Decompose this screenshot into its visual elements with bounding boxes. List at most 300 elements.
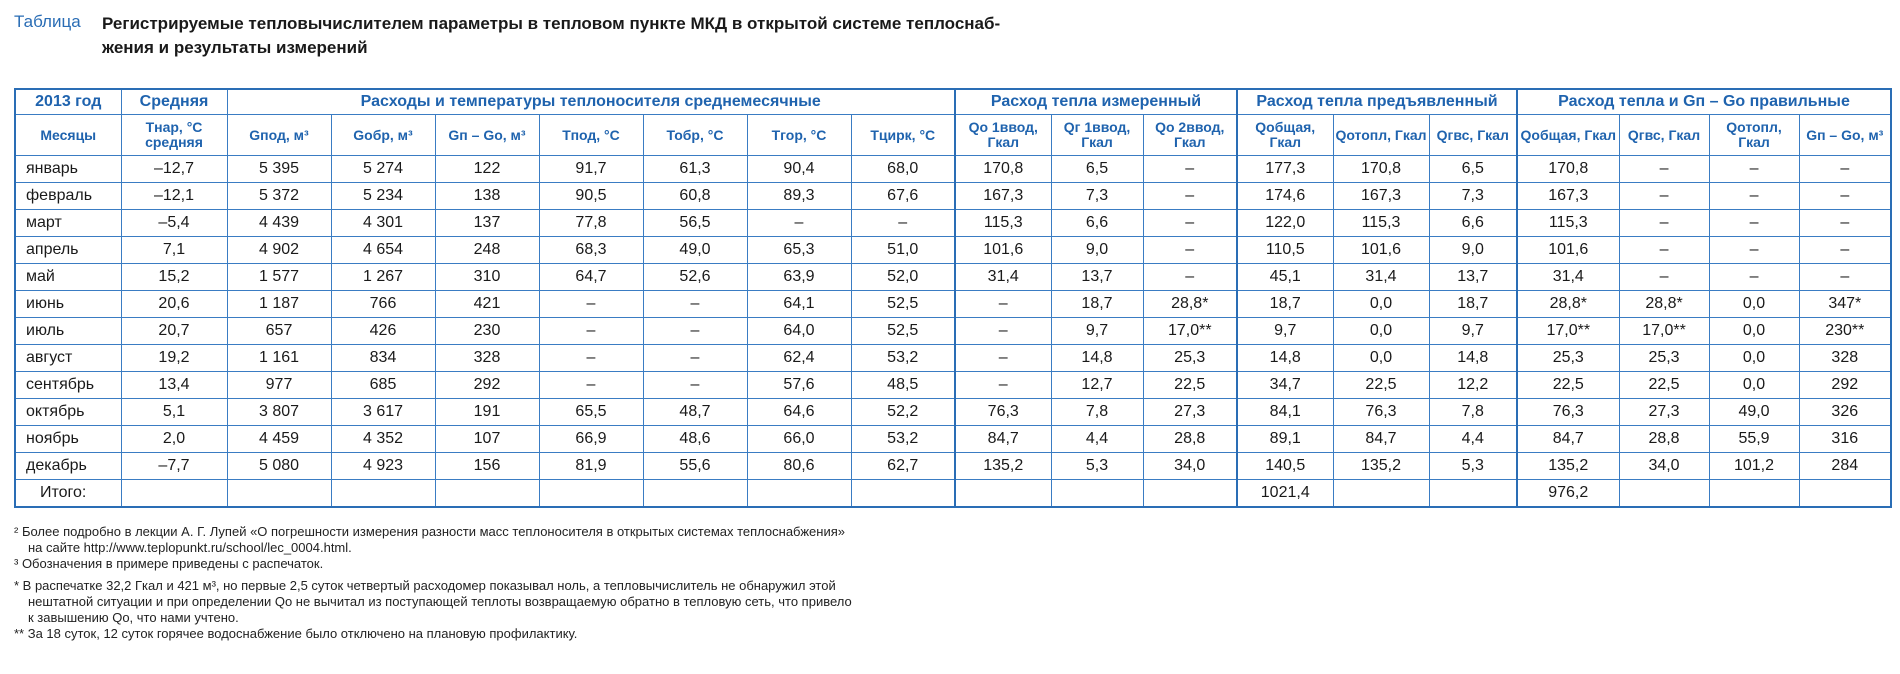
col-qotopl: Qотопл, Гкал [1333, 115, 1429, 156]
col-tnar: Тнар, °С средняя [121, 115, 227, 156]
table-cell: 5 395 [227, 156, 331, 183]
month-cell: январь [15, 156, 121, 183]
table-cell: 19,2 [121, 345, 227, 372]
table-cell: 7,1 [121, 237, 227, 264]
table-cell: 51,0 [851, 237, 955, 264]
table-cell: 52,5 [851, 291, 955, 318]
table-cell: – [747, 210, 851, 237]
table-cell: 4,4 [1051, 426, 1143, 453]
table-cell: 13,7 [1429, 264, 1517, 291]
col-qgvs-correct: Qгвс, Гкал [1619, 115, 1709, 156]
table-cell: 766 [331, 291, 435, 318]
col-tgor: Тгор, °С [747, 115, 851, 156]
correct-total: 976,2 [1517, 480, 1619, 508]
table-cell: 31,4 [1517, 264, 1619, 291]
table-cell: 137 [435, 210, 539, 237]
table-cell: – [643, 345, 747, 372]
col-tcirk: Тцирк, °С [851, 115, 955, 156]
table-cell: 22,5 [1517, 372, 1619, 399]
caption-title-line1: Регистрируемые тепловычислителем параметры в тепловом пункте МКД в открытой системе теплоснаб- [102, 14, 1001, 33]
table-cell: 52,5 [851, 318, 955, 345]
table-cell: 68,3 [539, 237, 643, 264]
col-qotopl-correct: Qотопл, Гкал [1709, 115, 1799, 156]
table-cell: 347* [1799, 291, 1891, 318]
table-cell [331, 480, 435, 508]
table-row [15, 345, 1891, 372]
table-cell: 52,0 [851, 264, 955, 291]
table-cell: – [955, 372, 1051, 399]
col-qg1: Qг 1ввод, Гкал [1051, 115, 1143, 156]
table-cell: 5 274 [331, 156, 435, 183]
table-cell: 14,8 [1237, 345, 1333, 372]
table-cell: 80,6 [747, 453, 851, 480]
table-cell: 13,7 [1051, 264, 1143, 291]
table-cell: – [1619, 237, 1709, 264]
table-cell [1619, 480, 1709, 508]
table-cell: 9,0 [1051, 237, 1143, 264]
table-cell: 977 [227, 372, 331, 399]
table-cell: 28,8* [1517, 291, 1619, 318]
table-cell: 27,3 [1619, 399, 1709, 426]
table-cell [1051, 480, 1143, 508]
table-cell: 174,6 [1237, 183, 1333, 210]
table-cell: – [1709, 237, 1799, 264]
table-cell: 177,3 [1237, 156, 1333, 183]
table-cell: 20,6 [121, 291, 227, 318]
table-cell: – [539, 291, 643, 318]
table-cell: 1 161 [227, 345, 331, 372]
table-cell: – [1143, 237, 1237, 264]
table-cell: – [1799, 210, 1891, 237]
table-cell: 77,8 [539, 210, 643, 237]
table-cell: 135,2 [955, 453, 1051, 480]
col-gobr: Gобр, м³ [331, 115, 435, 156]
table-cell: 53,2 [851, 345, 955, 372]
table-cell: 122 [435, 156, 539, 183]
table-cell: 5 372 [227, 183, 331, 210]
table-cell: 0,0 [1709, 372, 1799, 399]
table-cell: 64,7 [539, 264, 643, 291]
table-cell: 138 [435, 183, 539, 210]
table-cell: 63,9 [747, 264, 851, 291]
table-cell: – [1619, 156, 1709, 183]
table-cell: – [955, 345, 1051, 372]
table-cell: – [1799, 156, 1891, 183]
footnote-2-line1: ² Более подробно в лекции А. Г. Лупей «О погрешности измерения разности масс теплоносителя в открытых системах теплоснабжения» [14, 524, 845, 539]
total-row [15, 480, 1891, 508]
table-body [15, 156, 1891, 508]
table-cell: 156 [435, 453, 539, 480]
table-cell: 64,1 [747, 291, 851, 318]
table-row [15, 264, 1891, 291]
table-cell: – [643, 291, 747, 318]
table-cell: 13,4 [121, 372, 227, 399]
total-label: Итого: [15, 480, 121, 508]
table-cell: – [1709, 264, 1799, 291]
table-cell: 9,7 [1429, 318, 1517, 345]
table-cell: 1 577 [227, 264, 331, 291]
table-cell: 27,3 [1143, 399, 1237, 426]
month-cell: февраль [15, 183, 121, 210]
table-cell: 64,6 [747, 399, 851, 426]
table-cell: 310 [435, 264, 539, 291]
table-cell: 22,5 [1619, 372, 1709, 399]
table-cell: 5,3 [1429, 453, 1517, 480]
table-cell: 101,6 [955, 237, 1051, 264]
table-row [15, 426, 1891, 453]
table-cell: 101,6 [1333, 237, 1429, 264]
table-cell: 1 187 [227, 291, 331, 318]
table-cell: 55,6 [643, 453, 747, 480]
table-cell: 25,3 [1619, 345, 1709, 372]
table-cell: 62,4 [747, 345, 851, 372]
table-cell: 68,0 [851, 156, 955, 183]
table-cell: 55,9 [1709, 426, 1799, 453]
table-cell: – [1709, 156, 1799, 183]
table-cell: – [643, 318, 747, 345]
month-cell: декабрь [15, 453, 121, 480]
table-cell: 230** [1799, 318, 1891, 345]
table-cell: 18,7 [1051, 291, 1143, 318]
table-cell: 90,5 [539, 183, 643, 210]
month-cell: сентябрь [15, 372, 121, 399]
table-cell: 18,7 [1429, 291, 1517, 318]
col-qtotal: Qобщая, Гкал [1237, 115, 1333, 156]
table-cell: 4 459 [227, 426, 331, 453]
table-cell: 25,3 [1143, 345, 1237, 372]
table-cell: 28,8 [1619, 426, 1709, 453]
table-cell: 107 [435, 426, 539, 453]
table-cell: 66,9 [539, 426, 643, 453]
table-cell: 421 [435, 291, 539, 318]
table-cell: 66,0 [747, 426, 851, 453]
table-cell: 89,1 [1237, 426, 1333, 453]
table-cell: 28,8* [1619, 291, 1709, 318]
table-cell: –5,4 [121, 210, 227, 237]
table-cell: – [1619, 183, 1709, 210]
table-cell: 230 [435, 318, 539, 345]
data-table [14, 88, 1892, 508]
table-cell: 81,9 [539, 453, 643, 480]
month-cell: июнь [15, 291, 121, 318]
data-table-wrapper [14, 88, 1886, 508]
month-cell: май [15, 264, 121, 291]
table-cell: 4 439 [227, 210, 331, 237]
table-cell: 110,5 [1237, 237, 1333, 264]
table-cell: 0,0 [1709, 345, 1799, 372]
table-cell: 56,5 [643, 210, 747, 237]
table-row [15, 453, 1891, 480]
table-cell: 5 080 [227, 453, 331, 480]
header-correct: Расход тепла и Gп – Gо правильные [1517, 89, 1891, 115]
footnote-2-line2: на сайте http://www.teplopunkt.ru/school/lec_0004.html. [28, 540, 352, 555]
table-cell: 15,2 [121, 264, 227, 291]
table-cell: 12,2 [1429, 372, 1517, 399]
table-cell: 6,5 [1429, 156, 1517, 183]
table-cell: 4,4 [1429, 426, 1517, 453]
table-row [15, 156, 1891, 183]
table-cell [539, 480, 643, 508]
table-cell: 292 [1799, 372, 1891, 399]
table-cell: 0,0 [1709, 318, 1799, 345]
table-cell: 14,8 [1429, 345, 1517, 372]
table-cell: 28,8* [1143, 291, 1237, 318]
table-cell: – [955, 318, 1051, 345]
table-cell: 20,7 [121, 318, 227, 345]
billed-total: 1021,4 [1237, 480, 1333, 508]
table-cell: 22,5 [1333, 372, 1429, 399]
table-cell: 52,6 [643, 264, 747, 291]
table-cell: – [1143, 264, 1237, 291]
footnote-star-line2: нештатной ситуации и при определении Qо не вычитал из поступающей теплоты возвращаемую обратно в тепловую сеть, что привело [28, 594, 852, 609]
table-cell: 14,8 [1051, 345, 1143, 372]
col-months: Месяцы [15, 115, 121, 156]
table-cell [1709, 480, 1799, 508]
col-qgvs: Qгвс, Гкал [1429, 115, 1517, 156]
table-cell: – [1709, 183, 1799, 210]
table-cell: 65,5 [539, 399, 643, 426]
month-cell: апрель [15, 237, 121, 264]
table-cell [747, 480, 851, 508]
table-cell: 34,0 [1619, 453, 1709, 480]
table-cell: 48,5 [851, 372, 955, 399]
table-cell: – [643, 372, 747, 399]
footnote-star-line3: к завышению Qо, что нами учтено. [28, 610, 239, 625]
table-cell: 31,4 [955, 264, 1051, 291]
header-flows: Расходы и температуры теплоносителя среднемесячные [227, 89, 955, 115]
table-cell: 84,1 [1237, 399, 1333, 426]
month-cell: октябрь [15, 399, 121, 426]
table-cell: 316 [1799, 426, 1891, 453]
table-cell: 57,6 [747, 372, 851, 399]
table-cell: 5,3 [1051, 453, 1143, 480]
table-cell: 6,5 [1051, 156, 1143, 183]
col-qo1: Qо 1ввод, Гкал [955, 115, 1051, 156]
table-cell: 657 [227, 318, 331, 345]
header-billed: Расход тепла предъявленный [1237, 89, 1517, 115]
table-cell: 65,3 [747, 237, 851, 264]
table-cell: 170,8 [1517, 156, 1619, 183]
col-qtotal-correct: Qобщая, Гкал [1517, 115, 1619, 156]
col-gpod: Gпод, м³ [227, 115, 331, 156]
table-cell [643, 480, 747, 508]
table-row [15, 210, 1891, 237]
table-cell: – [1143, 156, 1237, 183]
table-cell: 9,7 [1051, 318, 1143, 345]
table-cell: 0,0 [1709, 291, 1799, 318]
table-row [15, 291, 1891, 318]
table-cell: 191 [435, 399, 539, 426]
table-cell: 84,7 [1517, 426, 1619, 453]
table-cell: 17,0** [1143, 318, 1237, 345]
table-cell: 4 654 [331, 237, 435, 264]
table-cell: 9,7 [1237, 318, 1333, 345]
table-cell: 101,2 [1709, 453, 1799, 480]
table-cell: – [539, 318, 643, 345]
col-qo2: Qо 2ввод, Гкал [1143, 115, 1237, 156]
table-cell: 49,0 [643, 237, 747, 264]
table-cell: 6,6 [1429, 210, 1517, 237]
table-cell: 62,7 [851, 453, 955, 480]
table-cell: 22,5 [1143, 372, 1237, 399]
table-cell: 76,3 [1517, 399, 1619, 426]
table-cell: 9,0 [1429, 237, 1517, 264]
table-cell: 49,0 [1709, 399, 1799, 426]
table-cell: 7,8 [1429, 399, 1517, 426]
table-cell: 167,3 [1333, 183, 1429, 210]
table-cell: 7,8 [1051, 399, 1143, 426]
table-cell: 2,0 [121, 426, 227, 453]
table-cell: – [1709, 210, 1799, 237]
table-cell: 3 617 [331, 399, 435, 426]
table-cell: 76,3 [955, 399, 1051, 426]
table-cell: 7,3 [1051, 183, 1143, 210]
table-cell: 122,0 [1237, 210, 1333, 237]
table-cell: 0,0 [1333, 318, 1429, 345]
caption-title-line2: жения и результаты измерений [102, 38, 368, 57]
table-cell: 89,3 [747, 183, 851, 210]
table-cell: 84,7 [955, 426, 1051, 453]
month-cell: июль [15, 318, 121, 345]
table-cell: 170,8 [1333, 156, 1429, 183]
table-cell: – [539, 372, 643, 399]
table-cell: 4 902 [227, 237, 331, 264]
table-cell: – [1799, 183, 1891, 210]
table-cell: 12,7 [1051, 372, 1143, 399]
table-cell: 60,8 [643, 183, 747, 210]
table-cell: –7,7 [121, 453, 227, 480]
table-cell: 52,2 [851, 399, 955, 426]
table-cell: – [1619, 264, 1709, 291]
table-cell: 61,3 [643, 156, 747, 183]
col-tobr: Тобр, °С [643, 115, 747, 156]
col-tpod: Тпод, °С [539, 115, 643, 156]
table-cell: 5,1 [121, 399, 227, 426]
table-cell: 328 [1799, 345, 1891, 372]
caption-label: Таблица [14, 12, 81, 31]
table-cell: 135,2 [1517, 453, 1619, 480]
table-cell: 170,8 [955, 156, 1051, 183]
col-gpgo: Gп – Gо, м³ [435, 115, 539, 156]
table-cell [435, 480, 539, 508]
month-cell: август [15, 345, 121, 372]
table-cell: 426 [331, 318, 435, 345]
table-cell: 115,3 [1333, 210, 1429, 237]
month-cell: ноябрь [15, 426, 121, 453]
table-row [15, 372, 1891, 399]
table-cell: 140,5 [1237, 453, 1333, 480]
table-cell [1333, 480, 1429, 508]
table-cell [955, 480, 1051, 508]
table-cell: – [1799, 264, 1891, 291]
table-row [15, 183, 1891, 210]
table-row [15, 318, 1891, 345]
table-cell: – [539, 345, 643, 372]
table-cell: – [1619, 210, 1709, 237]
table-cell: 685 [331, 372, 435, 399]
table-cell [1429, 480, 1517, 508]
header-year: 2013 год [15, 89, 121, 115]
table-cell: 0,0 [1333, 291, 1429, 318]
table-cell: 76,3 [1333, 399, 1429, 426]
table-cell: 284 [1799, 453, 1891, 480]
table-cell [1799, 480, 1891, 508]
table-cell [227, 480, 331, 508]
table-cell: 115,3 [1517, 210, 1619, 237]
table-cell: 31,4 [1333, 264, 1429, 291]
table-cell: 25,3 [1517, 345, 1619, 372]
table-cell: –12,7 [121, 156, 227, 183]
table-cell: 18,7 [1237, 291, 1333, 318]
group-header-row [15, 89, 1891, 115]
table-cell: 48,7 [643, 399, 747, 426]
table-cell: 5 234 [331, 183, 435, 210]
table-cell: 248 [435, 237, 539, 264]
table-cell: 4 923 [331, 453, 435, 480]
table-cell: 64,0 [747, 318, 851, 345]
table-cell: 45,1 [1237, 264, 1333, 291]
table-cell: 28,8 [1143, 426, 1237, 453]
table-cell [851, 480, 955, 508]
table-cell [121, 480, 227, 508]
table-cell: 328 [435, 345, 539, 372]
table-cell: 167,3 [1517, 183, 1619, 210]
table-cell: 17,0** [1517, 318, 1619, 345]
table-cell [1143, 480, 1237, 508]
table-cell: – [1143, 210, 1237, 237]
table-cell: 135,2 [1333, 453, 1429, 480]
caption-title [102, 12, 1002, 60]
table-cell: 115,3 [955, 210, 1051, 237]
table-cell: 4 301 [331, 210, 435, 237]
footnote-double-star: ** За 18 суток, 12 суток горячее водоснабжение было отключено на плановую профилактику. [14, 626, 578, 641]
table-cell: 4 352 [331, 426, 435, 453]
table-row [15, 399, 1891, 426]
table-cell: – [1799, 237, 1891, 264]
table-cell: 90,4 [747, 156, 851, 183]
header-measured: Расход тепла измеренный [955, 89, 1237, 115]
table-cell: 17,0** [1619, 318, 1709, 345]
table-cell: 7,3 [1429, 183, 1517, 210]
sub-header-row [15, 115, 1891, 156]
table-cell: 34,0 [1143, 453, 1237, 480]
header-avg: Средняя [121, 89, 227, 115]
footnote-3: ³ Обозначения в примере приведены с распечаток. [14, 556, 324, 571]
table-cell: 101,6 [1517, 237, 1619, 264]
table-cell: 3 807 [227, 399, 331, 426]
table-cell: – [851, 210, 955, 237]
col-gpgo-correct: Gп – Gо, м³ [1799, 115, 1891, 156]
table-cell: 48,6 [643, 426, 747, 453]
table-cell: 91,7 [539, 156, 643, 183]
table-cell: 84,7 [1333, 426, 1429, 453]
table-cell: – [1143, 183, 1237, 210]
table-row [15, 237, 1891, 264]
month-cell: март [15, 210, 121, 237]
table-cell: –12,1 [121, 183, 227, 210]
footnotes [14, 524, 1014, 642]
table-cell: 53,2 [851, 426, 955, 453]
table-cell: 6,6 [1051, 210, 1143, 237]
table-cell: 292 [435, 372, 539, 399]
table-cell: – [955, 291, 1051, 318]
table-cell: 67,6 [851, 183, 955, 210]
table-cell: 167,3 [955, 183, 1051, 210]
table-cell: 326 [1799, 399, 1891, 426]
table-cell: 834 [331, 345, 435, 372]
table-cell: 1 267 [331, 264, 435, 291]
footnote-star-line1: * В распечатке 32,2 Гкал и 421 м³, но первые 2,5 суток четвертый расходомер показывал ноль, а тепловычислитель не обнаружил этой [14, 578, 836, 593]
